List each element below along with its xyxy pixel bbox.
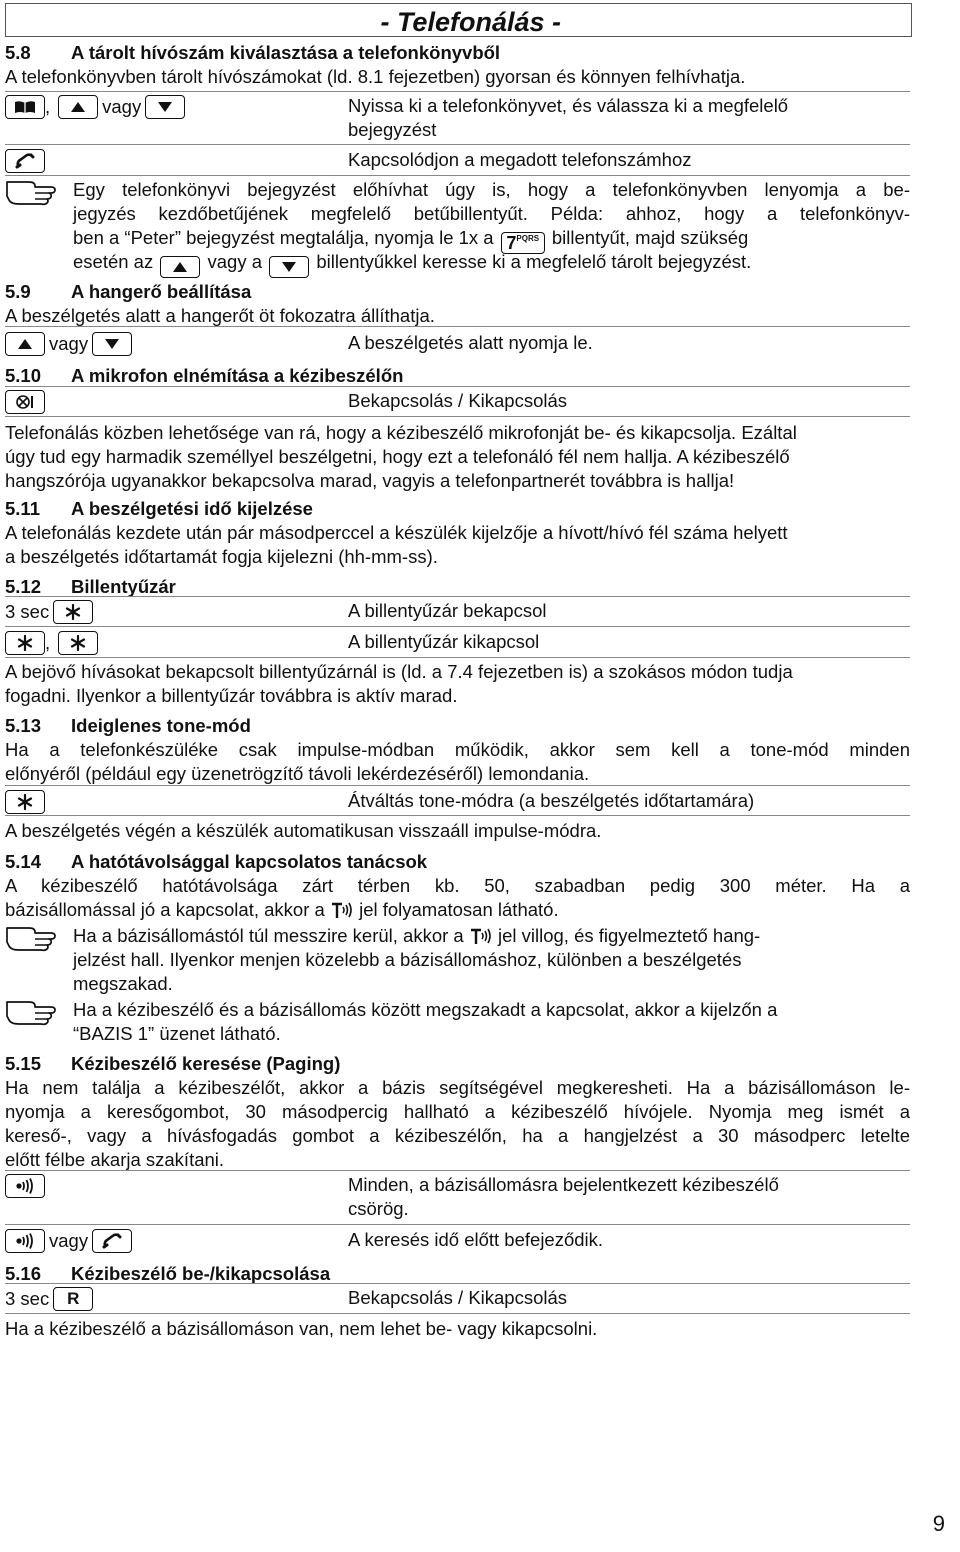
- tip-note: Ha a kézibeszélő és a bázisállomás között megszakadt a kapcsolat, akkor a kijelzőn a “BAZIS 1” üzenet látható.: [5, 998, 910, 1046]
- star-icon: [17, 794, 33, 810]
- star-key[interactable]: [58, 631, 98, 655]
- divider: [5, 815, 910, 816]
- page-number: 9: [932, 1511, 945, 1536]
- down-key[interactable]: [269, 256, 309, 278]
- down-key[interactable]: [145, 95, 185, 119]
- divider: [5, 1170, 910, 1171]
- key-7[interactable]: 7 PQRS: [501, 232, 545, 254]
- key-row-mute: Bekapcsolás / Kikapcsolás: [5, 389, 910, 413]
- star-key[interactable]: [53, 600, 93, 624]
- book-icon: [14, 100, 36, 114]
- section-5-11: 5.11 A beszélgetési idő kijelzése A telefonálás kezdete után pár másodperccel a készülék kijelzője a hívott/hívó fél száma helyett a beszélgetés időtartamát fogja kijelezni (hh-mm-ss).: [5, 498, 788, 567]
- star-key[interactable]: [5, 631, 45, 655]
- pointing-hand-icon: [5, 996, 57, 1026]
- arrow-up-icon: [17, 338, 33, 350]
- signal-antenna-icon: [469, 926, 493, 946]
- divider: [5, 626, 910, 627]
- handset-icon: [15, 153, 35, 169]
- paging-icon: [14, 1233, 36, 1249]
- key-row-power: 3 sec R Bekapcsolás / Kikapcsolás: [5, 1287, 568, 1309]
- arrow-down-icon: [104, 338, 120, 350]
- divider: [5, 91, 910, 92]
- key-row-paging: Minden, a bázisállomásra bejelentkezett kézibeszélő csörög.: [5, 1173, 910, 1197]
- key-row-paging-stop: vagy A keresés idő előtt befejeződik.: [5, 1228, 910, 1252]
- pointing-hand-icon: [5, 176, 57, 206]
- divider: [5, 175, 910, 176]
- key-row-volume: vagy A beszélgetés alatt nyomja le.: [5, 331, 910, 355]
- mute-key[interactable]: [5, 390, 45, 414]
- section-heading: [5, 41, 910, 65]
- star-icon: [70, 635, 86, 651]
- signal-antenna-icon: [330, 900, 354, 920]
- key-row-dial: Kapcsolódjon a megadott telefonszámhoz: [5, 148, 910, 172]
- star-icon: [65, 604, 81, 620]
- up-key[interactable]: [58, 95, 98, 119]
- pointing-hand-icon: [5, 922, 57, 952]
- phonebook-key[interactable]: [5, 95, 45, 119]
- tip-note: Egy telefonkönyvi bejegyzést előhívhat úgy is, hogy a telefonkönyvben lenyomja a be- jegyzés kezdőbetűjének megfelelő betűbillentyűt. Példa: ahhoz, hogy a telefonkönyv- ben a “Peter” bejegyzést megtalálja, nyomja le 1x a 7 PQRS billentyűt, majd szükség esetén az vagy a billentyűkkel keresse ki a megfelelő tárolt bejegyzést.: [5, 178, 910, 274]
- key-row-phonebook: , vagy Nyissa ki a telefonkönyvet, és válassza ki a megfelelő bejegyzést: [5, 94, 910, 118]
- section-5-9: 5.9 A hangerő beállítása A beszélgetés alatt a hangerőt öt fokozatra állíthatja.: [5, 281, 435, 326]
- call-key[interactable]: [5, 149, 45, 173]
- divider: [5, 144, 910, 145]
- star-key[interactable]: [5, 790, 45, 814]
- up-key[interactable]: [160, 256, 200, 278]
- divider: [5, 1224, 910, 1225]
- divider: [5, 785, 910, 786]
- paragraph-block: A bejövő hívásokat bekapcsolt billentyűzárnál is (ld. a 7.4 fejezetben is) a szokásos módon tudja fogadni. Ilyenkor a billentyűzár továbbra is aktív marad.: [5, 661, 793, 706]
- paragraph-block: Telefonálás közben lehetősége van rá, hogy a kézibeszélő mikrofonját be- és kikapcsolja. Ezáltal úgy tud egy harmadik személlyel beszélgetni, hogy ezt a telefonáló fél nem hallja. A kézibeszélő hangszórója ugyanakkor bekapcsolva marad, vagyis a telefonpartnerét továbbra is hallja!: [5, 422, 797, 491]
- header-box: [5, 3, 912, 37]
- divider: [5, 326, 910, 327]
- section-5-13: 5.13 Ideiglenes tone-mód Ha a telefonkészüléke csak impulse-módban működik, akkor sem kell a tone-mód minden előnyéről (például egy üzenetrögzítő távoli lekérdezéséről) lemondania.: [5, 715, 910, 784]
- arrow-up-icon: [172, 261, 188, 273]
- section-title: A tárolt hívószám kiválasztása a telefonkönyvből: [71, 42, 501, 63]
- divider: [5, 1313, 910, 1314]
- key-row-keylock-on: 3 sec A billentyűzár bekapcsol: [5, 600, 547, 622]
- paragraph: A telefonkönyvben tárolt hívószámokat (ld. 8.1 fejezetben) gyorsan és könnyen felhívhatja.: [5, 66, 746, 87]
- key-row-tone: Átváltás tone-módra (a beszélgetés időtartamára): [5, 789, 910, 813]
- key-row-keylock-off: , A billentyűzár kikapcsol: [5, 630, 910, 654]
- call-key[interactable]: [92, 1229, 132, 1253]
- divider: [5, 1283, 910, 1284]
- section-5-12: 5.12 Billentyűzár: [5, 576, 176, 597]
- divider: [5, 657, 910, 658]
- tip-note: Ha a bázisállomástól túl messzire kerül, akkor a jel villog, és figyelmeztető hang- jelzést hall. Ilyenkor menjen közelebb a bázisállomáshoz, különben a beszélgetés megszakad.: [5, 924, 910, 996]
- paragraph: A beszélgetés végén a készülék automatikusan visszaáll impulse-módra.: [5, 820, 602, 841]
- handset-icon: [102, 1233, 122, 1249]
- star-icon: [17, 635, 33, 651]
- paging-icon: [14, 1178, 36, 1194]
- section-5-10: 5.10 A mikrofon elnémítása a kézibeszélőn: [5, 365, 404, 386]
- arrow-down-icon: [157, 101, 173, 113]
- divider: [5, 416, 910, 417]
- mute-icon: [15, 394, 35, 410]
- section-5-14: 5.14 A hatótávolsággal kapcsolatos tanácsok A kézibeszélő hatótávolsága zárt térben kb. 50, szabadban pedig 300 méter. Ha a bázisállomással jó a kapcsolat, akkor a jel folyamatosan látható.: [5, 851, 910, 920]
- section-5-15: 5.15 Kézibeszélő keresése (Paging) Ha nem találja a kézibeszélőt, akkor a bázis segítségével megkeresheti. Ha a bázisállomáson le- nyomja a keresőgombot, 30 másodpercig hallható a kézibeszélő hívójele. Nyomja meg ismét a kereső-, vagy a hívásfogadás gombot a kézibeszélőn, ha a hangjelzést a 30 másodperc letelte előtt félbe akarja szakítani.: [5, 1053, 910, 1170]
- section-5-8: [5, 41, 910, 89]
- divider: [5, 596, 910, 597]
- paging-key[interactable]: [5, 1174, 45, 1198]
- paragraph: Ha a kézibeszélő a bázisállomáson van, nem lehet be- vagy kikapcsolni.: [5, 1318, 598, 1339]
- up-key[interactable]: [5, 332, 45, 356]
- arrow-up-icon: [70, 101, 86, 113]
- arrow-down-icon: [281, 261, 297, 273]
- section-5-16: 5.16 Kézibeszélő be-/kikapcsolása: [5, 1263, 331, 1284]
- divider: [5, 386, 910, 387]
- r-key[interactable]: R: [53, 1287, 93, 1311]
- down-key[interactable]: [92, 332, 132, 356]
- paging-key[interactable]: [5, 1229, 45, 1253]
- page-section-title: - Telefonálás -: [380, 7, 561, 37]
- section-number: 5.8: [5, 42, 31, 63]
